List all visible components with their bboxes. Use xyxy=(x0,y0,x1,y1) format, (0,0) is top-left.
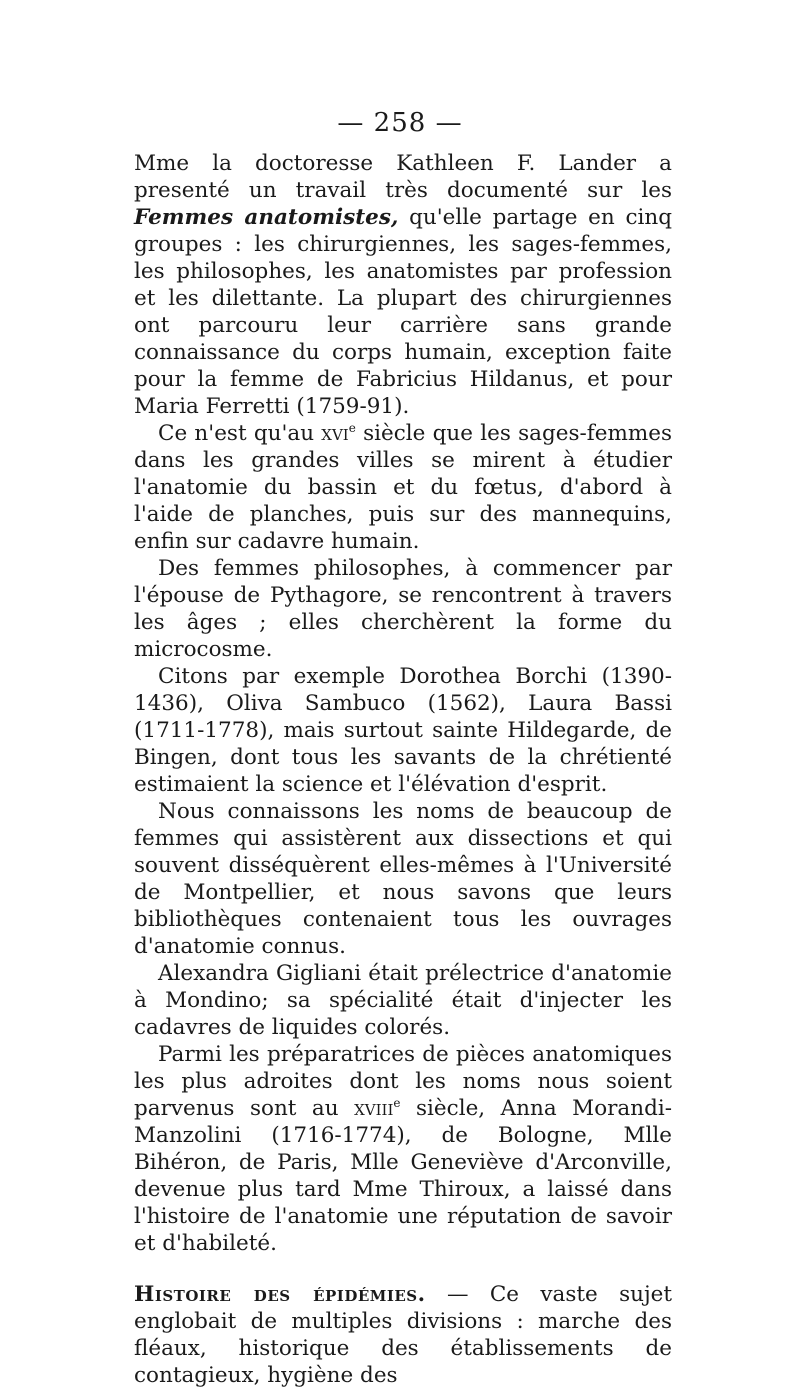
superscript: e xyxy=(348,420,356,435)
emphasized-title: Femmes anatomistes, xyxy=(134,205,399,230)
century-numeral: xvi xyxy=(321,421,349,446)
century-numeral: xviii xyxy=(354,1096,394,1121)
paragraph-preparators xyxy=(134,1041,672,1257)
text-run: siècle, Anna Morandi-Manzolini (1716-1774), de Bologne, Mlle Bihéron, de Paris, Mlle Geneviève d'Arconville, devenue plus tard Mme Thiroux, a laissé dans l'histoire de l'anatomie une réputation de savoir et d'habileté. xyxy=(134,1096,672,1256)
page-number: — 258 — xyxy=(337,108,463,138)
text-run: Parmi les préparatrices de pièces anatomiques les plus adroites dont les noms nous soient parvenus sont au xyxy=(134,1042,672,1121)
paragraph-epidemics xyxy=(134,1281,672,1389)
body-text xyxy=(134,150,672,1389)
paragraph-midwives xyxy=(134,420,672,555)
text-run: qu'elle partage en cinq groupes : les chirurgiennes, les sages-femmes, les philosophes, les anatomistes par profession et les dilettante. La plupart des chirurgiennes ont parcouru leur carrière sans grande connaissance du corps humain, exception faite pour la femme de Fabricius Hildanus, et pour Maria Ferretti (1759-91). xyxy=(134,205,672,419)
text-run: Mme la doctoresse Kathleen F. Lander a presenté un travail très documenté sur les xyxy=(134,151,672,203)
superscript: e xyxy=(393,1095,401,1110)
paragraph-montpellier: Nous connaissons les noms de beaucoup de femmes qui assistèrent aux dissections et qui souvent disséquèrent elles-mêmes à l'Université de Montpellier, et nous savons que leurs bibliothèques contenaient tous les ouvrages d'anatomie connus. xyxy=(134,799,672,959)
section-heading: Histoire des épidémies. xyxy=(134,1282,426,1307)
paragraph-gigliani: Alexandra Gigliani était prélectrice d'anatomie à Mondino; sa spécialité était d'injecter les cadavres de liquides colorés. xyxy=(134,961,672,1040)
text-run: siècle que les sages-femmes dans les grandes villes se mirent à étudier l'anatomie du bassin et du fœtus, d'abord à l'aide de planches, puis sur des mannequins, enfin sur cadavre humain. xyxy=(134,421,672,554)
paragraph-women-anatomists xyxy=(134,150,672,420)
text-run: — Ce vaste sujet englobait de multiples divisions : marche des fléaux, historique des établissements de contagieux, hygiène des xyxy=(134,1282,672,1388)
text-run: Ce n'est qu'au xyxy=(158,421,322,446)
paragraph-philosophers: Des femmes philosophes, à commencer par l'épouse de Pythagore, se rencontrent à travers les âges ; elles cherchèrent la forme du microcosme. xyxy=(134,556,672,662)
paragraph-examples: Citons par exemple Dorothea Borchi (1390-1436), Oliva Sambuco (1562), Laura Bassi (1711-1778), mais surtout sainte Hildegarde, de Bingen, dont tous les savants de la chrétienté estimaient la science et l'élévation d'esprit. xyxy=(134,664,672,797)
